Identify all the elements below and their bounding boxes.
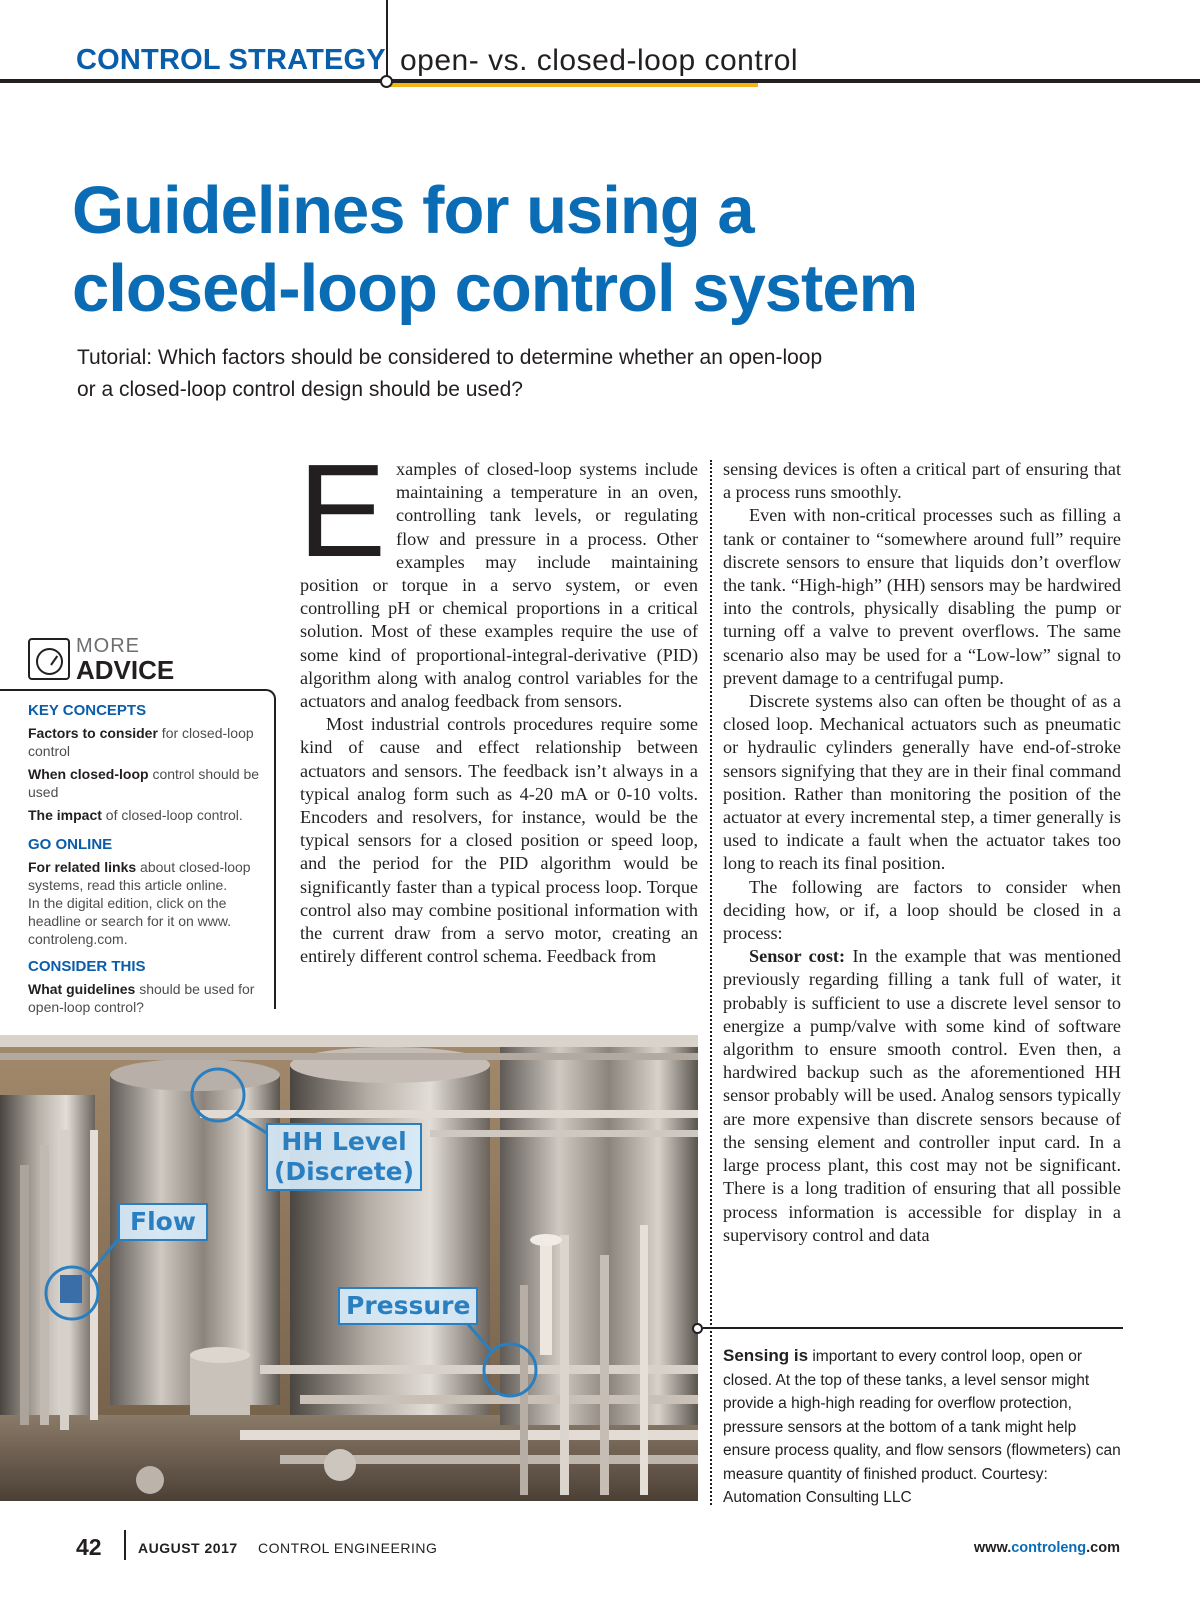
drop-cap: E [298, 437, 387, 584]
key-concept-text: of closed-loop control. [101, 807, 243, 823]
website-url[interactable] [974, 1540, 1120, 1556]
body-paragraph: sensing devices is often a critical part of ensuring that a process runs smoothly. [723, 459, 1121, 503]
key-concept-bold: The impact [28, 807, 102, 823]
photo-caption [723, 1344, 1121, 1510]
pressure-label: Pressure [338, 1287, 478, 1325]
publication-name: CONTROL ENGINEERING [258, 1540, 438, 1556]
column-divider [710, 460, 712, 1505]
gauge-dial [36, 648, 63, 675]
url-prefix: www. [973, 1540, 1012, 1556]
section-label: CONTROL STRATEGY [76, 44, 386, 76]
body-paragraph: Even with non-critical processes such as filling a tank or container to “somewhere around full” require discrete sensors to ensure that liquids don’t overflow the tank. “High-high” (HH) sensors may be hardwired into the controls, physically disabling the pump or turning off a valve to prevent overflows. The same scenario also may be used for a “Low-low” signal to prevent damage to a centrifugal pump. [723, 505, 1121, 688]
body-paragraph: The following are factors to consider when deciding how, or if, a loop should be closed in a process: [723, 876, 1121, 944]
consider-this-heading: CONSIDER THIS [28, 958, 146, 975]
key-concepts-heading: KEY CONCEPTS [28, 702, 147, 719]
caption-rule [703, 1327, 1123, 1329]
go-online-text [28, 858, 264, 894]
issue-date: AUGUST 2017 [138, 1540, 238, 1556]
consider-this-rest: should be used for open-loop control? [28, 981, 255, 1015]
hh-level-label-line-1: HH Level [281, 1127, 407, 1156]
key-concept-bold: Factors to consider [28, 725, 158, 741]
gauge-needle [50, 655, 58, 665]
consider-this-section [28, 958, 264, 1016]
key-concept-bold: When closed-loop [28, 766, 149, 782]
key-concept-item [28, 724, 264, 760]
header-accent-rule [388, 83, 758, 87]
gauge-icon [28, 638, 70, 680]
headline [72, 172, 1132, 328]
deck [77, 342, 937, 406]
body-paragraph: xamples of closed-loop systems include maintaining a temperature in an oven, controlling tank levels, or regulating flow and pressure in a process. Other examples may include maintaining position or torque in a servo system, or even controlling pH or chemical proportions in a critical solution. Most of these examples require the use of some kind of proportional-integral-derivative (PID) algorithm along with analog control variables for the actuators and analog feedback from sensors. [300, 459, 698, 712]
flow-label: Flow [118, 1203, 208, 1241]
body-column-1 [298, 437, 698, 968]
key-concept-item [28, 765, 264, 801]
key-concept-text: control should be used [28, 766, 260, 800]
body-paragraph: Discrete systems also can often be thought of as a closed loop. Mechanical actuators such as pneumatic or hydraulic cylinders generally have end-of-stroke sensors signifying that they are in their final command position. Rather than monitoring the position of the actuator at every incremental step, a timer generally is used to indicate a fault when the actuator takes too long to reach its final position. [723, 691, 1121, 874]
sensor-cost-lead: Sensor cost: [749, 946, 846, 967]
caption-lead: Sensing is [723, 1346, 809, 1365]
go-online-bold: For related links [28, 859, 137, 875]
url-accent: controleng [1011, 1540, 1087, 1556]
sensor-cost-text: In the example that was mentioned previously regarding filling a tank full of water, it probably is sufficient to use a discrete level sensor to energize a pump/valve with some kind of software algorithm to ensure smooth control. Even then, a hardwired backup such as the aforementioned HH sensor probably will be used. Analog sensors typically are more expensive than discrete sensors because of the sensing element and controller input card. In a large process plant, this cost may not be significant. There is a long tradition of ensuring that all possible process information is accessible for display in a supervisory control and data [723, 946, 1122, 1245]
hh-level-label-line-2: (Discrete) [274, 1157, 415, 1186]
hh-level-label [266, 1123, 422, 1191]
more-advice-more: MORE [76, 635, 140, 657]
deck-line-1: Tutorial: Which factors should be considered to determine whether an open-loop [77, 346, 823, 369]
body-paragraph: Most industrial controls procedures require some kind of cause and effect relationship between actuators and sensors. The feedback isn’t always in a typical analog form such as 4-20 mA or 0-10 volts. Encoders and resolvers, for instance, would be the typical sensors for a closed position or speed loop, and the period for the PID algorithm would be significantly faster than a typical process loop. Torque control also may combine positional information with the current draw from a servo motor, creating an entirely different control schema. Feedback from [300, 714, 698, 967]
consider-this-text [28, 980, 264, 1016]
go-online-section [28, 836, 264, 948]
page-number: 42 [76, 1534, 102, 1560]
caption-text: important to every control loop, open or closed. At the top of these tanks, a level sensor might provide a high-high reading for overflow protection, pressure sensors at the bottom of a tank might help ensure process quality, and flow sensors (flowmeters) can measure quantity of finished product. Courtesy: Automation Consulting LLC [723, 1348, 1121, 1506]
go-online-rest: about closed-loop systems, read this article online. [28, 859, 251, 893]
key-concepts-section [28, 702, 264, 824]
go-online-heading: GO ONLINE [28, 836, 113, 853]
url-suffix: .com [1086, 1540, 1120, 1556]
headline-line-2: closed-loop control system [72, 251, 918, 326]
tank-photo-drawing [0, 1035, 698, 1501]
header-divider [386, 0, 388, 84]
deck-line-2: or a closed-loop control design should be used? [77, 378, 523, 401]
tank-photo [0, 1035, 698, 1501]
body-column-2 [723, 458, 1121, 1247]
go-online-extra: In the digital edition, click on the headline or search for it on www. controleng.com. [28, 895, 232, 947]
caption-node-icon [692, 1323, 703, 1334]
body-paragraph [723, 945, 1121, 1247]
key-concept-item [28, 806, 264, 824]
headline-line-1: Guidelines for using a [72, 173, 754, 248]
footer-divider [124, 1530, 126, 1560]
section-topic: open- vs. closed-loop control [400, 44, 799, 77]
consider-this-bold: What guidelines [28, 981, 136, 997]
more-advice-advice: ADVICE [76, 655, 175, 685]
key-concept-text: for closed-loop control [28, 725, 254, 759]
